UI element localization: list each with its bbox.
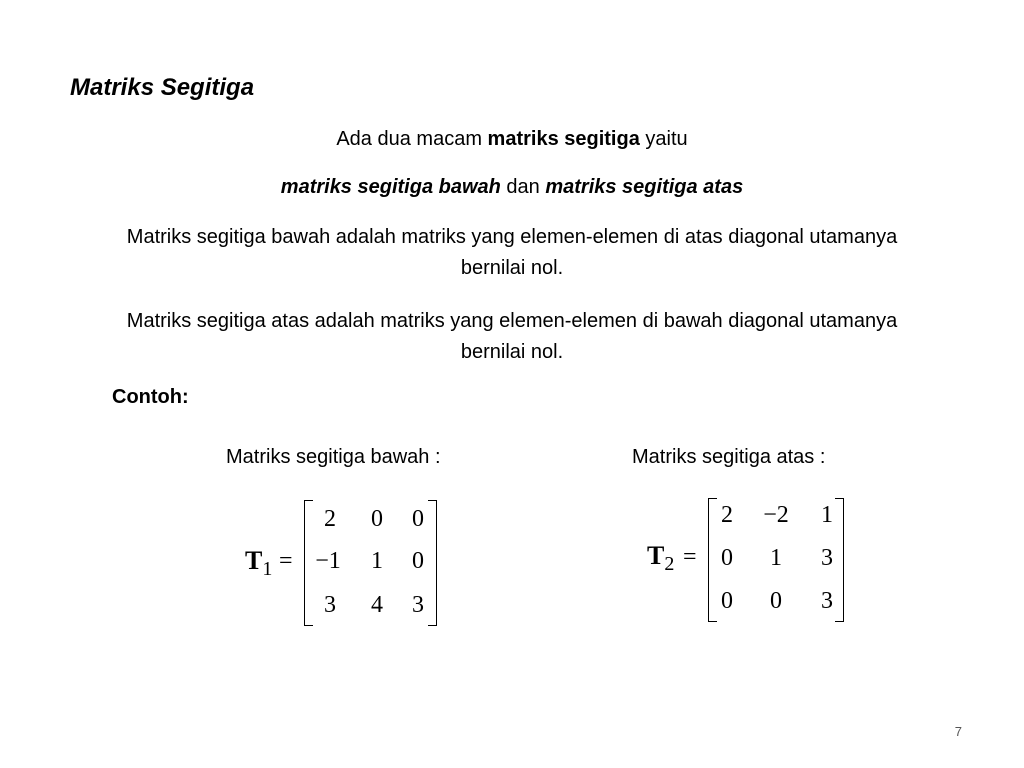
types-connector: dan [500, 176, 546, 198]
caption-lower: Matriks segitiga bawah : [226, 446, 441, 468]
matrix-cell: 4 [371, 592, 383, 618]
matrix-cell: 1 [371, 548, 383, 574]
equals-sign: = [683, 544, 697, 570]
matrix-cell: 0 [371, 506, 383, 532]
matrix-cell: 0 [412, 506, 424, 532]
matrix-cell: 3 [324, 592, 336, 618]
matrix-name [245, 546, 273, 580]
matrix-cell: 1 [821, 502, 833, 528]
intro-text-pre: Ada dua macam [336, 128, 488, 150]
type-upper-label: matriks segitiga atas [545, 176, 744, 198]
equals-sign: = [279, 548, 293, 574]
types-line [0, 176, 1024, 199]
example-heading: Contoh: [112, 386, 189, 408]
slide-title: Matriks Segitiga [70, 74, 255, 101]
matrix-symbol: T [245, 546, 263, 575]
matrix-cell: 0 [412, 548, 424, 574]
definition-lower: Matriks segitiga bawah adalah matriks yang elemen-elemen di atas diagonal utamanya bernilai nol. [126, 226, 898, 279]
matrix-cell: 0 [721, 588, 733, 614]
intro-line [0, 128, 1024, 151]
matrix-cell: 3 [821, 545, 833, 571]
matrix-symbol: T [647, 541, 665, 570]
type-lower-label: matriks segitiga bawah [280, 176, 501, 198]
caption-upper: Matriks segitiga atas : [632, 446, 826, 468]
matrix-cell: 3 [412, 592, 424, 618]
matrix-cell: 1 [770, 545, 782, 571]
matrix-cell: −2 [763, 502, 789, 528]
matrix-cell: 2 [721, 502, 733, 528]
matrix-cell: 0 [770, 588, 782, 614]
page-number: 7 [954, 724, 962, 739]
matrix-subscript: 2 [664, 553, 675, 575]
matrix-cell: 3 [821, 588, 833, 614]
matrix-name [647, 541, 675, 575]
intro-text-bold: matriks segitiga [487, 128, 640, 150]
matrix-cell: 2 [324, 506, 336, 532]
matrix-cell: −1 [315, 548, 341, 574]
matrix-cell: 0 [721, 545, 733, 571]
definition-upper: Matriks segitiga atas adalah matriks yang elemen-elemen di bawah diagonal utamanya bernilai nol. [126, 310, 898, 363]
intro-text-post: yaitu [639, 128, 688, 150]
matrix-subscript: 1 [262, 558, 273, 580]
